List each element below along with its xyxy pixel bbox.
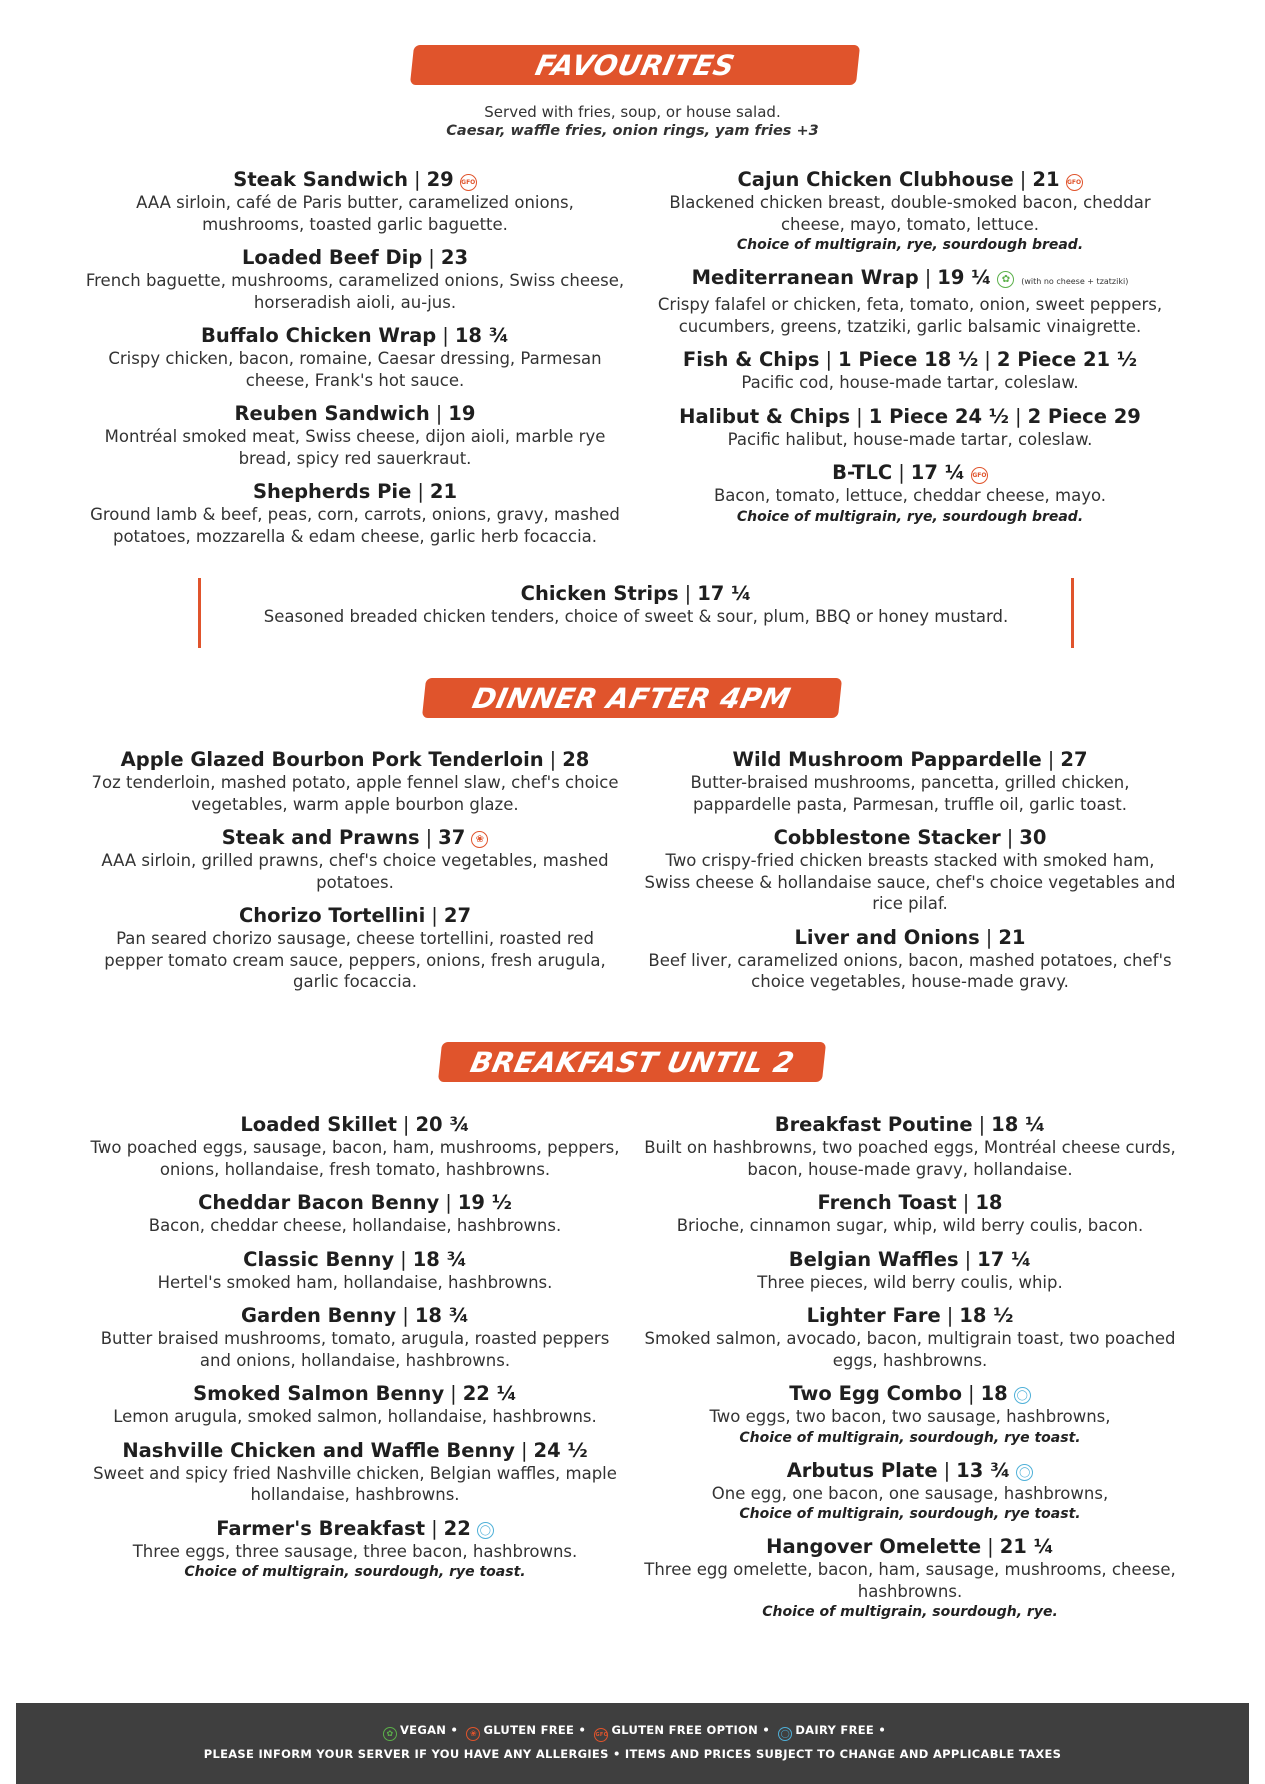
item-price: 23	[440, 246, 469, 269]
gfo-badge-icon: GFO	[460, 174, 477, 191]
item-bread-choice: Choice of multigrain, rye, sourdough bread.	[736, 508, 1084, 525]
item-name: Halibut & Chips	[679, 404, 851, 428]
menu-item: Buffalo Chicken Wrap | 18 ¾ Crispy chicken, bacon, romaine, Caesar dressing, Parmesan cheese, Frank's hot sauce.	[85, 324, 625, 391]
item-price: 19 ¼	[937, 266, 992, 289]
item-price: 27	[1060, 748, 1088, 771]
item-price: 18 ½	[959, 1304, 1014, 1327]
menu-item: Loaded Beef Dip | 23 French baguette, mushrooms, caramelized onions, Swiss cheese, horseradish aioli, au-jus.	[85, 246, 625, 312]
item-bread-choice: Choice of multigrain, rye, sourdough bread.	[736, 237, 1084, 253]
item-bread-choice: Choice of multigrain, sourdough, rye toast.	[184, 1564, 526, 1580]
item-price: 30	[1019, 826, 1047, 849]
legend-vegan: VEGAN	[399, 1723, 447, 1737]
item-description: AAA sirloin, café de Paris butter, caramelized onions, mushrooms, toasted garlic baguette.	[136, 193, 574, 234]
dinner-right-column	[640, 748, 1180, 1004]
menu-item: Apple Glazed Bourbon Pork Tenderloin | 28 7oz tenderloin, mashed potato, apple fennel slaw, chef's choice vegetables, warm apple bourbon glaze.	[85, 748, 625, 815]
vegan-leaf-icon: ✿	[383, 1727, 397, 1741]
menu-item: Halibut & Chips | 1 Piece 24 ½ | 2 Piece 29 Pacific halibut, house-made tartar, coleslaw.	[640, 405, 1180, 451]
item-description: Pacific halibut, house-made tartar, coleslaw.	[727, 429, 1093, 449]
item-description: French baguette, mushrooms, caramelized onions, Swiss cheese, horseradish aioli, au-jus.	[85, 271, 625, 312]
item-name: Cobblestone Stacker	[773, 826, 1001, 849]
item-price: 1 Piece 24 ½	[868, 404, 1009, 428]
breakfast-banner	[0, 1042, 1265, 1086]
item-price: 17 ¼	[977, 1247, 1032, 1271]
item-description: Three egg omelette, bacon, ham, sausage, mushrooms, cheese, hashbrowns.	[644, 1560, 1176, 1601]
item-name: Chorizo Tortellini	[238, 904, 426, 927]
item-price: 18 ¾	[454, 324, 509, 347]
item-price: 37	[438, 826, 466, 849]
item-description: Blackened chicken breast, double-smoked bacon, cheddar cheese, mayo, tomato, lettuce.	[669, 193, 1151, 234]
item-price: 21	[998, 925, 1026, 949]
item-price-two: 2 Piece 29	[1027, 404, 1141, 428]
gluten-free-icon: ❀	[466, 1727, 480, 1741]
item-name: Cheddar Bacon Benny	[198, 1191, 440, 1214]
menu-item: Farmer's Breakfast | 22 ◯ Three eggs, three sausage, three bacon, hashbrowns. Choice of multigrain, sourdough, rye toast.	[85, 1517, 625, 1583]
item-description: AAA sirloin, grilled prawns, chef's choice vegetables, mashed potatoes.	[101, 851, 609, 892]
item-name: Mediterranean Wrap	[691, 266, 919, 289]
menu-item: Two Egg Combo | 18 ◯ Two eggs, two bacon, two sausage, hashbrowns, Choice of multigrain, sourdough, rye toast.	[640, 1382, 1180, 1448]
menu-item: Mediterranean Wrap | 19 ¼ ✿ (with no cheese + tzatziki) Crispy falafel or chicken, feta, tomato, onion, sweet peppers, cucumbers, greens, tzatziki, garlic balsamic vinaigrette.	[640, 266, 1180, 337]
section-title: FAVOURITES	[532, 48, 738, 82]
menu-item: Steak and Prawns | 37 ❀ AAA sirloin, grilled prawns, chef's choice vegetables, mashed potatoes.	[85, 826, 625, 893]
item-name: Buffalo Chicken Wrap	[201, 324, 437, 347]
item-name: Breakfast Poutine	[774, 1113, 973, 1136]
menu-item: Arbutus Plate | 13 ¾ ◯ One egg, one bacon, one sausage, hashbrowns, Choice of multigrain, sourdough, rye toast.	[640, 1459, 1180, 1525]
menu-item: Cajun Chicken Clubhouse | 21 GFO Blackened chicken breast, double-smoked bacon, cheddar cheese, mayo, tomato, lettuce. Choice of multigrain, rye, sourdough bread.	[640, 168, 1180, 255]
menu-item: Steak Sandwich | 29 GFO AAA sirloin, café de Paris butter, caramelized onions, mushrooms, toasted garlic baguette.	[85, 168, 625, 235]
menu-item: Fish & Chips | 1 Piece 18 ½ | 2 Piece 21 ½ Pacific cod, house-made tartar, coleslaw.	[640, 348, 1180, 394]
item-name: Fish & Chips	[682, 348, 820, 371]
item-description: Smoked salmon, avocado, bacon, multigrain toast, two poached eggs, hashbrowns.	[644, 1329, 1176, 1370]
item-price: 17 ¼	[910, 461, 965, 484]
legend-gluten-free-option: GLUTEN FREE OPTION	[611, 1723, 759, 1737]
breakfast-right-column	[640, 1113, 1180, 1633]
item-price: 29	[426, 168, 454, 191]
favourites-banner	[0, 45, 1265, 89]
item-description: Sweet and spicy fried Nashville chicken, Belgian waffles, maple hollandaise, hashbrowns.	[93, 1463, 617, 1504]
item-name: Two Egg Combo	[789, 1382, 963, 1405]
item-description: Two poached eggs, sausage, bacon, ham, mushrooms, peppers, onions, hollandaise, fresh tomato, hashbrowns.	[90, 1138, 620, 1179]
item-name: Farmer's Breakfast	[216, 1516, 426, 1540]
dairy-free-icon: ◯	[1014, 1387, 1031, 1404]
section-title: DINNER AFTER 4PM	[469, 681, 795, 715]
gfo-badge-icon: GFO	[1066, 174, 1083, 191]
item-bread-choice: Choice of multigrain, sourdough, rye toast.	[739, 1506, 1081, 1522]
menu-item: Chorizo Tortellini | 27 Pan seared chorizo sausage, cheese tortellini, roasted red pepper tomato cream sauce, peppers, onions, fresh arugula, garlic focaccia.	[85, 904, 625, 993]
item-price: 1 Piece 18 ½	[838, 348, 979, 371]
item-description: Crispy falafel or chicken, feta, tomato, onion, sweet peppers, cucumbers, greens, tzatziki, garlic balsamic vinaigrette.	[657, 295, 1163, 336]
item-description: Three pieces, wild berry coulis, whip.	[757, 1272, 1063, 1292]
item-price: 17 ¼	[697, 582, 752, 605]
item-name: Loaded Skillet	[240, 1113, 397, 1136]
item-description: Bacon, tomato, lettuce, cheddar cheese, mayo.	[713, 486, 1107, 505]
item-name: French Toast	[817, 1191, 957, 1214]
menu-item: Breakfast Poutine | 18 ¼ Built on hashbrowns, two poached eggs, Montréal cheese curds, bacon, house-made gravy, hollandaise.	[640, 1113, 1180, 1180]
item-name: Garden Benny	[241, 1304, 397, 1327]
item-bread-choice: Choice of multigrain, sourdough, rye toast.	[739, 1429, 1081, 1446]
item-description: Montréal smoked meat, Swiss cheese, dijon aioli, marble rye bread, spicy red sauerkraut.	[104, 427, 606, 468]
menu-item: Classic Benny | 18 ¾ Hertel's smoked ham, hollandaise, hashbrowns.	[85, 1248, 625, 1294]
dinner-left-column	[85, 748, 625, 1004]
menu-item: Cobblestone Stacker | 30 Two crispy-fried chicken breasts stacked with smoked ham, Swiss cheese & hollandaise sauce, chef's choice vegetables and rice pilaf.	[640, 826, 1180, 915]
menu-item: Loaded Skillet | 20 ¾ Two poached eggs, sausage, bacon, ham, mushrooms, peppers, onions, hollandaise, fresh tomato, hashbrowns.	[85, 1113, 625, 1180]
item-note: (with no cheese + tzatziki)	[1021, 277, 1129, 286]
item-description: Seasoned breaded chicken tenders, choice of sweet & sour, plum, BBQ or honey mustard.	[263, 607, 1009, 626]
item-name: Chicken Strips	[520, 582, 679, 605]
item-description: Built on hashbrowns, two poached eggs, Montréal cheese curds, bacon, house-made gravy, hollandaise.	[644, 1138, 1176, 1179]
favourites-left-column	[85, 168, 625, 558]
item-name: Wild Mushroom Pappardelle	[732, 748, 1042, 771]
item-price: 21 ¼	[999, 1535, 1054, 1558]
item-description: Lemon arugula, smoked salmon, hollandaise, hashbrowns.	[113, 1407, 597, 1426]
item-description: Hertel's smoked ham, hollandaise, hashbrowns.	[157, 1272, 553, 1292]
item-description: Two crispy-fried chicken breasts stacked with smoked ham, Swiss cheese & hollandaise sauce, chef's choice vegetables and rice pilaf.	[644, 851, 1176, 913]
menu-item: French Toast | 18 Brioche, cinnamon sugar, whip, wild berry coulis, bacon.	[640, 1191, 1180, 1237]
item-price: 18 ¾	[412, 1247, 467, 1271]
legend-dairy-free: DAIRY FREE	[795, 1723, 875, 1737]
menu-item: B-TLC | 17 ¼ GFO Bacon, tomato, lettuce, cheddar cheese, mayo. Choice of multigrain, rye, sourdough bread.	[640, 461, 1180, 527]
gluten-free-icon: ❀	[471, 831, 488, 848]
menu-item: Smoked Salmon Benny | 22 ¼ Lemon arugula, smoked salmon, hollandaise, hashbrowns.	[85, 1382, 625, 1428]
item-price: 21	[429, 480, 458, 503]
item-price: 18 ¼	[991, 1113, 1046, 1136]
allergen-footer	[16, 1703, 1249, 1784]
item-bread-choice: Choice of multigrain, sourdough, rye.	[762, 1604, 1058, 1620]
item-description: Bacon, cheddar cheese, hollandaise, hashbrowns.	[148, 1216, 562, 1235]
item-name: Lighter Fare	[806, 1304, 941, 1327]
item-name: Steak Sandwich	[233, 168, 408, 191]
menu-item: Garden Benny | 18 ¾ Butter braised mushrooms, tomato, arugula, roasted peppers and onions, hollandaise, hashbrowns.	[85, 1304, 625, 1371]
vegan-leaf-icon: ✿	[997, 271, 1014, 288]
item-description: Brioche, cinnamon sugar, whip, wild berry coulis, bacon.	[676, 1216, 1144, 1235]
gfo-badge-icon: GFO	[971, 467, 988, 484]
item-price: 18 ¾	[414, 1304, 469, 1327]
allergen-legend: ✿ VEGAN • ❀ GLUTEN FREE • GFO GLUTEN FREE OPTION • ◯ DAIRY FREE •	[16, 1723, 1249, 1742]
menu-item: Nashville Chicken and Waffle Benny | 24 ½ Sweet and spicy fried Nashville chicken, Belgian waffles, maple hollandaise, hashbrowns.	[85, 1439, 625, 1506]
item-name: Reuben Sandwich	[234, 402, 430, 425]
menu-item: Lighter Fare | 18 ½ Smoked salmon, avocado, bacon, multigrain toast, two poached eggs, hashbrowns.	[640, 1304, 1180, 1371]
item-price: 19 ½	[457, 1191, 512, 1214]
item-name: Cajun Chicken Clubhouse	[737, 168, 1014, 191]
item-price: 28	[562, 748, 590, 771]
menu-item: Hangover Omelette | 21 ¼ Three egg omelette, bacon, ham, sausage, mushrooms, cheese, hashbrowns. Choice of multigrain, sourdough, rye.	[640, 1535, 1180, 1622]
item-name: Nashville Chicken and Waffle Benny	[122, 1438, 515, 1462]
served-note: Served with fries, soup, or house salad.	[484, 103, 781, 121]
legend-gluten-free: GLUTEN FREE	[483, 1723, 575, 1737]
item-description: Pan seared chorizo sausage, cheese tortellini, roasted red pepper tomato cream sauce, peppers, onions, fresh arugula, garlic focaccia.	[104, 929, 606, 991]
item-name: Hangover Omelette	[766, 1535, 982, 1558]
item-price: 13 ¾	[956, 1458, 1011, 1482]
menu-item: Shepherds Pie | 21 Ground lamb & beef, peas, corn, carrots, onions, gravy, mashed potatoes, mozzarella & edam cheese, garlic herb focaccia.	[85, 480, 625, 547]
item-description: Pacific cod, house-made tartar, coleslaw.	[741, 373, 1079, 392]
item-name: B-TLC	[832, 461, 893, 484]
menu-item: Belgian Waffles | 17 ¼ Three pieces, wild berry coulis, whip.	[640, 1248, 1180, 1294]
item-description: Ground lamb & beef, peas, corn, carrots, onions, gravy, mashed potatoes, mozzarella & edam cheese, garlic herb focaccia.	[90, 505, 620, 546]
item-name: Loaded Beef Dip	[241, 246, 423, 269]
menu-item: Cheddar Bacon Benny | 19 ½ Bacon, cheddar cheese, hollandaise, hashbrowns.	[85, 1191, 625, 1237]
gfo-badge-icon: GFO	[594, 1728, 608, 1742]
item-name: Steak and Prawns	[221, 826, 420, 849]
item-description: 7oz tenderloin, mashed potato, apple fennel slaw, chef's choice vegetables, warm apple bourbon glaze.	[91, 773, 619, 814]
chicken-strips-feature: Chicken Strips | 17 ¼ Seasoned breaded chicken tenders, choice of sweet & sour, plum, BBQ or honey mustard.	[198, 578, 1074, 648]
item-name: Apple Glazed Bourbon Pork Tenderloin	[120, 748, 544, 771]
item-description: Two eggs, two bacon, two sausage, hashbrowns,	[709, 1407, 1111, 1426]
item-name: Shepherds Pie	[252, 480, 412, 503]
item-price: 19	[448, 402, 476, 425]
dairy-free-icon: ◯	[1016, 1464, 1033, 1481]
item-name: Smoked Salmon Benny	[193, 1382, 445, 1405]
item-name: Arbutus Plate	[786, 1458, 938, 1482]
item-price: 20 ¾	[415, 1113, 470, 1136]
item-price: 22 ¼	[462, 1382, 517, 1405]
dinner-banner	[0, 678, 1265, 722]
item-price: 18	[975, 1191, 1003, 1214]
item-price: 24 ½	[533, 1438, 588, 1462]
item-price: 27	[443, 904, 472, 927]
item-price: 22	[443, 1516, 471, 1540]
item-name: Belgian Waffles	[788, 1247, 959, 1271]
menu-item: Reuben Sandwich | 19 Montréal smoked meat, Swiss cheese, dijon aioli, marble rye bread, spicy red sauerkraut.	[85, 402, 625, 469]
menu-item: Liver and Onions | 21 Beef liver, caramelized onions, bacon, mashed potatoes, chef's choice vegetables, house-made gravy.	[640, 926, 1180, 993]
item-price: 21	[1032, 168, 1060, 191]
item-price-two: 2 Piece 21 ½	[996, 348, 1138, 371]
favourites-right-column	[640, 168, 1180, 538]
breakfast-left-column	[85, 1113, 625, 1593]
item-price: 18	[980, 1382, 1008, 1405]
item-description: Three eggs, three sausage, three bacon, hashbrowns.	[132, 1541, 578, 1561]
upgrade-note: Caesar, waffle fries, onion rings, yam fries +3	[446, 123, 819, 139]
item-description: Beef liver, caramelized onions, bacon, mashed potatoes, chef's choice vegetables, house-made gravy.	[648, 950, 1172, 991]
dairy-free-icon: ◯	[778, 1727, 792, 1741]
dairy-free-icon: ◯	[477, 1522, 494, 1539]
item-description: Butter braised mushrooms, tomato, arugula, roasted peppers and onions, hollandaise, hashbrowns.	[100, 1329, 610, 1370]
item-name: Liver and Onions	[794, 925, 980, 949]
item-name: Classic Benny	[243, 1247, 395, 1271]
section-title: BREAKFAST UNTIL 2	[467, 1045, 797, 1079]
item-description: One egg, one bacon, one sausage, hashbrowns,	[711, 1483, 1109, 1503]
item-description: Butter-braised mushrooms, pancetta, grilled chicken, pappardelle pasta, Parmesan, truffle oil, garlic toast.	[690, 773, 1130, 814]
item-description: Crispy chicken, bacon, romaine, Caesar dressing, Parmesan cheese, Frank's hot sauce.	[108, 349, 602, 390]
allergy-notice: PLEASE INFORM YOUR SERVER IF YOU HAVE ANY ALLERGIES • ITEMS AND PRICES SUBJECT TO CHANGE AND APPLICABLE TAXES	[203, 1747, 1062, 1761]
menu-item: Wild Mushroom Pappardelle | 27 Butter-braised mushrooms, pancetta, grilled chicken, pappardelle pasta, Parmesan, truffle oil, garlic toast.	[640, 748, 1180, 815]
